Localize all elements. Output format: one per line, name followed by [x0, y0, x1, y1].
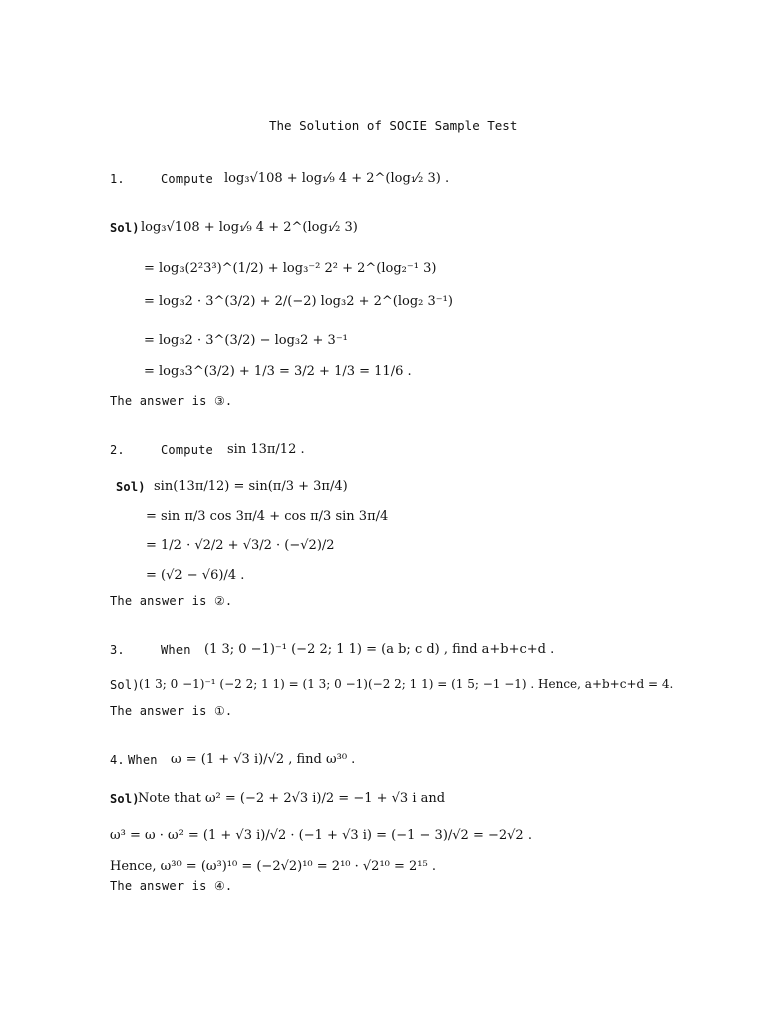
problem-2-prompt: Compute [161, 443, 213, 457]
problem-1-question: log₃√108 + log₁⁄₉ 4 + 2^(log₁⁄₂ 3) . [224, 171, 450, 186]
document-title: The Solution of SOCIE Sample Test [269, 118, 518, 133]
problem-2-step-2: = 1/2 · √2/2 + √3/2 · (−√2)/2 [146, 538, 335, 553]
problem-4-answer: The answer is ④. [110, 879, 233, 893]
problem-1-step-2: = log₃2 · 3^(3/2) + 2/(−2) log₃2 + 2^(log₂ 3⁻¹) [144, 294, 453, 309]
problem-2-number: 2. [110, 443, 125, 457]
problem-1-prompt: Compute [161, 172, 213, 186]
problem-3-sol-label: Sol) [110, 678, 140, 692]
problem-3-question: (1 3; 0 −1)⁻¹ (−2 2; 1 1) = (a b; c d) , find a+b+c+d . [204, 642, 555, 657]
problem-1-sol-label: Sol) [110, 221, 140, 235]
problem-1-answer: The answer is ③. [110, 394, 233, 408]
problem-4-sol-first: Note that ω² = (−2 + 2√3 i)/2 = −1 + √3 i and [138, 791, 446, 806]
problem-4-sol-label: Sol) [110, 792, 140, 806]
problem-2-question: sin 13π/12 . [227, 442, 305, 457]
problem-4-prompt: When [128, 753, 158, 767]
problem-1-step-1: = log₃(2²3³)^(1/2) + log₃⁻² 2² + 2^(log₂⁻¹ 3) [144, 261, 437, 276]
problem-1-number: 1. [110, 172, 125, 186]
problem-2-step-3: = (√2 − √6)/4 . [146, 568, 245, 583]
problem-1-sol-first: log₃√108 + log₁⁄₉ 4 + 2^(log₁⁄₂ 3) [141, 220, 358, 235]
problem-3-answer: The answer is ①. [110, 704, 233, 718]
problem-4-step-2: Hence, ω³⁰ = (ω³)¹⁰ = (−2√2)¹⁰ = 2¹⁰ · √2¹⁰ = 2¹⁵ . [110, 859, 436, 874]
problem-3-sol-first: (1 3; 0 −1)⁻¹ (−2 2; 1 1) = (1 3; 0 −1)(−2 2; 1 1) = (1 5; −1 −1) . Hence, a+b+c+d = 4. [139, 677, 674, 691]
problem-2-answer: The answer is ②. [110, 594, 233, 608]
problem-4-step-1: ω³ = ω · ω² = (1 + √3 i)/√2 · (−1 + √3 i) = (−1 − 3)/√2 = −2√2 . [110, 828, 532, 843]
problem-3-number: 3. [110, 643, 125, 657]
problem-2-sol-first: sin(13π/12) = sin(π/3 + 3π/4) [154, 479, 348, 494]
problem-2-step-1: = sin π/3 cos 3π/4 + cos π/3 sin 3π/4 [146, 509, 389, 524]
problem-1-step-4: = log₃3^(3/2) + 1/3 = 3/2 + 1/3 = 11/6 . [144, 364, 412, 379]
problem-2-sol-label: Sol) [116, 480, 146, 494]
problem-4-number: 4. [110, 753, 125, 767]
problem-4-question: ω = (1 + √3 i)/√2 , find ω³⁰ . [171, 752, 356, 767]
problem-1-step-3: = log₃2 · 3^(3/2) − log₃2 + 3⁻¹ [144, 333, 348, 348]
problem-3-prompt: When [161, 643, 191, 657]
